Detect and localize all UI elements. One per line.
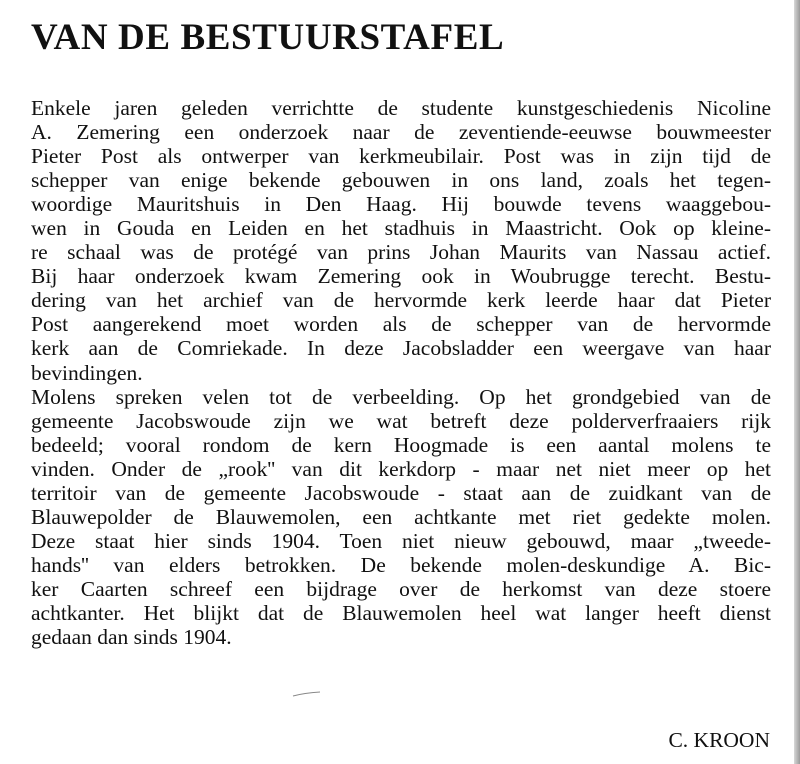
pen-stroke-mark [292,690,322,698]
text-line: wen in Gouda en Leiden en het stadhuis in Maastricht. Ook op kleine- [31,216,771,241]
text-line: Post aangerekend moet worden als de schepper van de hervormde [31,312,771,337]
text-line: schepper van enige bekende gebouwen in ons land, zoals het tegen- [31,168,771,193]
text-line: vinden. Onder de „rook'' van dit kerkdorp - maar net niet meer op het [31,456,771,481]
text-line: re schaal was de protégé van prins Johan Maurits van Nassau actief. [31,240,771,265]
text-line: A. Zemering een onderzoek naar de zeventiende-eeuwse bouwmeester [31,120,771,145]
text-line: territoir van de gemeente Jacobswoude - staat aan de zuidkant van de [31,480,771,505]
text-line: Blauwepolder de Blauwemolen, een achtkante met riet gedekte molen. [31,504,771,529]
text-line: Deze staat hier sinds 1904. Toen niet nieuw gebouwd, maar „tweede- [31,528,771,553]
page-edge-shadow [794,0,800,764]
text-line: dering van het archief van de hervormde kerk leerde haar dat Pieter [31,288,771,313]
author-signature: C. KROON [668,728,770,752]
text-line: Pieter Post als ontwerper van kerkmeubilair. Post was in zijn tijd de [31,144,771,169]
text-line: gemeente Jacobswoude zijn we wat betreft deze polderverfraaiers rijk [31,408,771,433]
text-line: bedeeld; vooral rondom de kern Hoogmade is een aantal molens te [31,432,771,457]
text-line: hands'' van elders betrokken. De bekende molen-deskundige A. Bic- [31,552,771,577]
text-line: Enkele jaren geleden verrichtte de studente kunstgeschiedenis Nicoline [31,96,771,120]
article-body [31,96,771,649]
text-line: ker Caarten schreef een bijdrage over de herkomst van deze stoere [31,576,771,601]
page-title: VAN DE BESTUURSTAFEL [31,17,505,58]
text-line: gedaan dan sinds 1904. [31,625,232,650]
text-line: achtkanter. Het blijkt dat de Blauwemolen heel wat langer heeft dienst [31,600,771,625]
text-line: woordige Mauritshuis in Den Haag. Hij bouwde tevens waaggebou- [31,192,771,217]
text-line: bevindingen. [31,360,143,385]
text-line: Bij haar onderzoek kwam Zemering ook in Woubrugge terecht. Bestu- [31,264,771,289]
text-line: kerk aan de Comriekade. In deze Jacobsladder een weergave van haar [31,336,771,361]
text-line: Molens spreken velen tot de verbeelding. Op het grondgebied van de [31,384,771,409]
